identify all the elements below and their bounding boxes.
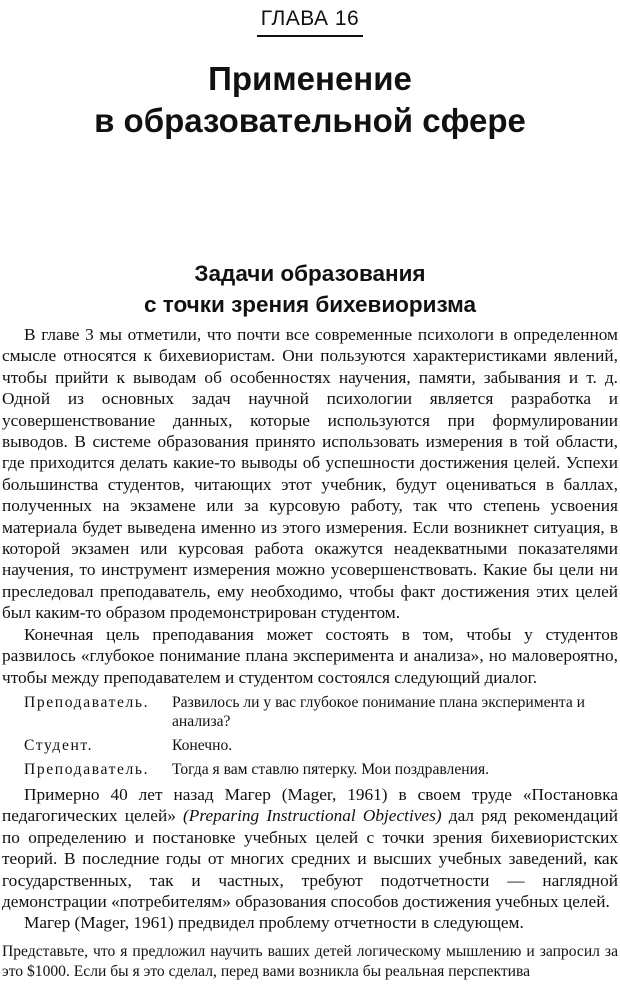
dialogue-line bbox=[2, 760, 618, 779]
paragraph-3 bbox=[2, 784, 618, 912]
section-title-line-2: с точки зрения бихевиоризма bbox=[144, 292, 476, 317]
dialogue-speaker: Преподаватель. bbox=[24, 760, 150, 778]
paragraph-3-end: дал ряд рекомендаций по определению и постановке учебных целей с точки зрения бихевиористских теорий. В последние годы от многих средних и высших учебных заведений, как государственных, так и частных, требуют подотчетности — наглядной демонстрации «потребителям» образования способов достижения учебных целей. bbox=[2, 806, 618, 911]
paragraph-3-start: Примерно 40 лет назад Магер (Mager, 1961) в своем труде «Постановка педагогических целей» bbox=[2, 784, 618, 826]
dialogue bbox=[2, 693, 618, 779]
paragraph-2: Конечная цель преподавания может состоять в том, чтобы у студентов развилось «глубокое понимание плана эксперимента и анализа», но маловероятно, чтобы между преподавателем и студентом состоялся следующий диалог. bbox=[2, 624, 618, 687]
chapter-title-line-1: Применение bbox=[208, 60, 412, 97]
dialogue-speaker: Преподаватель. bbox=[24, 693, 150, 711]
dialogue-text: Конечно. bbox=[172, 736, 233, 754]
paragraph-1: В главе 3 мы отметили, что почти все современные психологи в определенном смысле относятся к бихевиористам. Они пользуются характеристиками явлений, чтобы прийти к выводам об особенностях научения, памяти, забывания и т. д. Одной из основных задач научной психологии является разработка и усовершенствование данных, которые используются при формулировании выводов. В системе образования принято использовать измерения в той области, где приходится делать какие-то выводы об успешности достижения целей. Успехи большинства студентов, читающих этот учебник, будут оцениваться в баллах, полученных на экзамене или за курсовую работу, так что степень усвоения материала будет выведена именно из этого измерения. Если возникнет ситуация, в которой экзамен или курсовая работа окажутся неадекватными показателями научения, то инструмент измерения можно усовершенствовать. Какие бы цели ни преследовал преподаватель, ему необходимо, чтобы факт достижения этих целей был каким-то образом продемонстрирован студентом. bbox=[2, 325, 618, 623]
chapter-title bbox=[0, 58, 620, 142]
section-title-line-1: Задачи образования bbox=[194, 261, 426, 286]
chapter-header bbox=[0, 6, 620, 37]
dialogue-text: Развилось ли у вас глубокое понимание плана эксперимента и анализа? bbox=[172, 693, 586, 730]
dialogue-speaker: Студент. bbox=[24, 736, 94, 754]
section-title bbox=[0, 258, 620, 320]
body-text bbox=[2, 324, 618, 997]
chapter-label: ГЛАВА 16 bbox=[257, 6, 364, 37]
dialogue-text: Тогда я вам ставлю пятерку. Мои поздравления. bbox=[172, 760, 490, 778]
dialogue-line bbox=[2, 736, 618, 755]
book-title-english: (Preparing Instructional Objectives) bbox=[183, 806, 442, 826]
chapter-title-line-2: в образовательной сфере bbox=[94, 102, 526, 139]
block-quote: Представьте, что я предложил научить ваших детей логическому мышлению и запросил за это $1000. Если бы я это сделал, перед вами возникла бы реальная перспектива bbox=[2, 942, 618, 980]
paragraph-4: Магер (Mager, 1961) предвидел проблему отчетности в следующем. bbox=[24, 913, 524, 933]
dialogue-line bbox=[2, 693, 618, 731]
